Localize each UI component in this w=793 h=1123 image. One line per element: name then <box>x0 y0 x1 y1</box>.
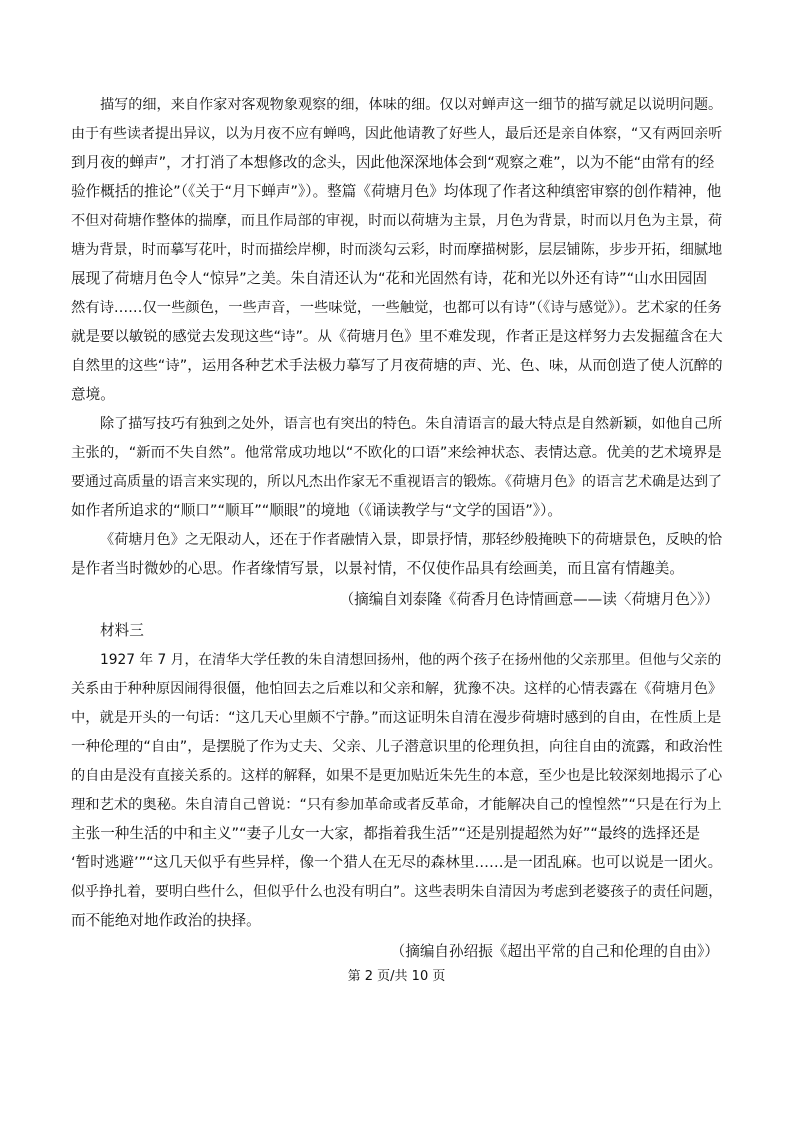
paragraph-line: 如作者所追求的“顺口”“顺耳”“顺眼”的境地（《诵读教学与“文学的国语”》）。 <box>71 502 562 519</box>
paragraph-line: 自然里的这些“诗”，运用各种艺术手法极力摹写了月夜荷塘的声、光、色、味，从而创造了使人沉醉的 <box>71 358 723 374</box>
paragraph-line: 一种伦理的“自由”，是摆脱了作为丈夫、父亲、儿子潜意识里的伦理负担，向往自由的流露，和政治性 <box>71 739 723 755</box>
paragraph-line: 就是要以敏锐的感觉去发现这些“诗”。从《荷塘月色》里不难发现，作者正是这样努力去发掘蕴含在大 <box>71 329 723 345</box>
paragraph-line: 而不能绝对地作政治的抉择。 <box>71 912 261 929</box>
paragraph-line: 1927 年 7 月，在清华大学任教的朱自清想回扬州，他的两个孩子在扬州他的父亲那里。但他与父亲的 <box>100 652 722 668</box>
paragraph-line: 到月夜的蝉声”，才打消了本想修改的念头，因此他深深地体会到“观察之难”，以为不能“由常有的经 <box>71 154 715 171</box>
page-number: 第 2 页/共 10 页 <box>347 969 446 984</box>
paragraph-line: 主张一种生活的中和主义”“妻子儿女一大家，都指着我生活”“还是别提超然为好”“最终的选择还是 <box>71 825 701 842</box>
paragraph-line: 要通过高质量的语言来实现的，所以凡杰出作家无不重视语言的锻炼。《荷塘月色》的语言艺术确是达到了 <box>71 474 722 490</box>
paragraph-line: ‘暂时逃避’”“这几天似乎有些异样，像一个猎人在无尽的森林里……是一团乱麻。也可以说是一团火。 <box>71 854 723 871</box>
paragraph-line: 中，就是开头的一句话：“这几天心里颇不宁静。”而这证明朱自清在漫步荷塘时感到的自由，在性质上是 <box>71 710 722 726</box>
paragraph-line: 关系由于种种原因闹得很僵，他怕回去之后难以和父亲和解，犹豫不决。这样的心情表露在《荷塘月色》 <box>71 681 723 697</box>
paragraph-line: 塘为背景，时而摹写花叶，时而描绘岸柳，时而淡勾云彩，时而摩描树影，层层铺陈，步步开拓，细腻地 <box>71 242 723 258</box>
source-citation: （摘编自刘泰隆《荷香月色诗情画意——读〈荷塘月色〉》） <box>339 591 719 608</box>
paragraph-line: 描写的细，来自作家对客观物象观察的细，体味的细。仅以对蝉声这一细节的描写就足以说明问题。 <box>100 97 723 113</box>
source-citation: （摘编自孙绍振《超出平常的自己和伦理的自由》） <box>390 943 719 960</box>
paragraph-line: 意境。 <box>71 386 115 403</box>
paragraph-line: 不但对荷塘作整体的揣摩，而且作局部的审视，时而以荷塘为主景，月色为背景，时而以月色为主景，荷 <box>71 213 723 229</box>
paragraph-line: 然有诗……仅一些颜色，一些声音，一些味觉，一些触觉，也都可以有诗”（《诗与感觉》）。艺术家的任务 <box>71 300 722 316</box>
paragraph-line: 主张的，“新而不失自然”。他常常成功地以“不欧化的口语”来绘神状态、表情达意。优美的艺术境界是 <box>71 445 722 461</box>
paragraph-line: 理和艺术的奥秘。朱自清自己曾说：“只有参加革命或者反革命，才能解决自己的惶惶然”“只是在行为上 <box>71 797 722 813</box>
paragraph-line: 似乎挣扎着，要明白些什么，但似乎什么也没有明白”。这些表明朱自清因为考虑到老婆孩子的责任问题， <box>71 884 723 900</box>
section-title: 材料三 <box>100 622 144 639</box>
paragraph-line: 《荷塘月色》之无限动人，还在于作者融情入景，即景抒情，那轻纱般掩映下的荷塘景色，反映的恰 <box>100 532 723 548</box>
paragraph-line: 由于有些读者提出异议，以为月夜不应有蝉鸣，因此他请教了好些人，最后还是亲自体察，“又有两回亲听 <box>71 126 723 142</box>
paragraph-line: 是作者当时微妙的心思。作者缘情写景，以景衬情，不仅使作品具有绘画美，而且富有情趣美。 <box>71 560 684 577</box>
paragraph-line: 验作概括的推论”（《关于“月下蝉声”》）。整篇《荷塘月色》均体现了作者这种缜密审察的创作精神，他 <box>71 183 722 200</box>
paragraph-line: 除了描写技巧有独到之处外，语言也有突出的特色。朱自清语言的最大特点是自然新颖，如他自己所 <box>100 416 723 432</box>
paragraph-line: 展现了荷塘月色令人“惊异”之美。朱自清还认为“花和光固然有诗，花和光以外还有诗”“山水田园固 <box>71 270 708 287</box>
paragraph-line: 的自由是没有直接关系的。这样的解释，如果不是更加贴近朱先生的本意，至少也是比较深刻地揭示了心 <box>71 768 723 784</box>
